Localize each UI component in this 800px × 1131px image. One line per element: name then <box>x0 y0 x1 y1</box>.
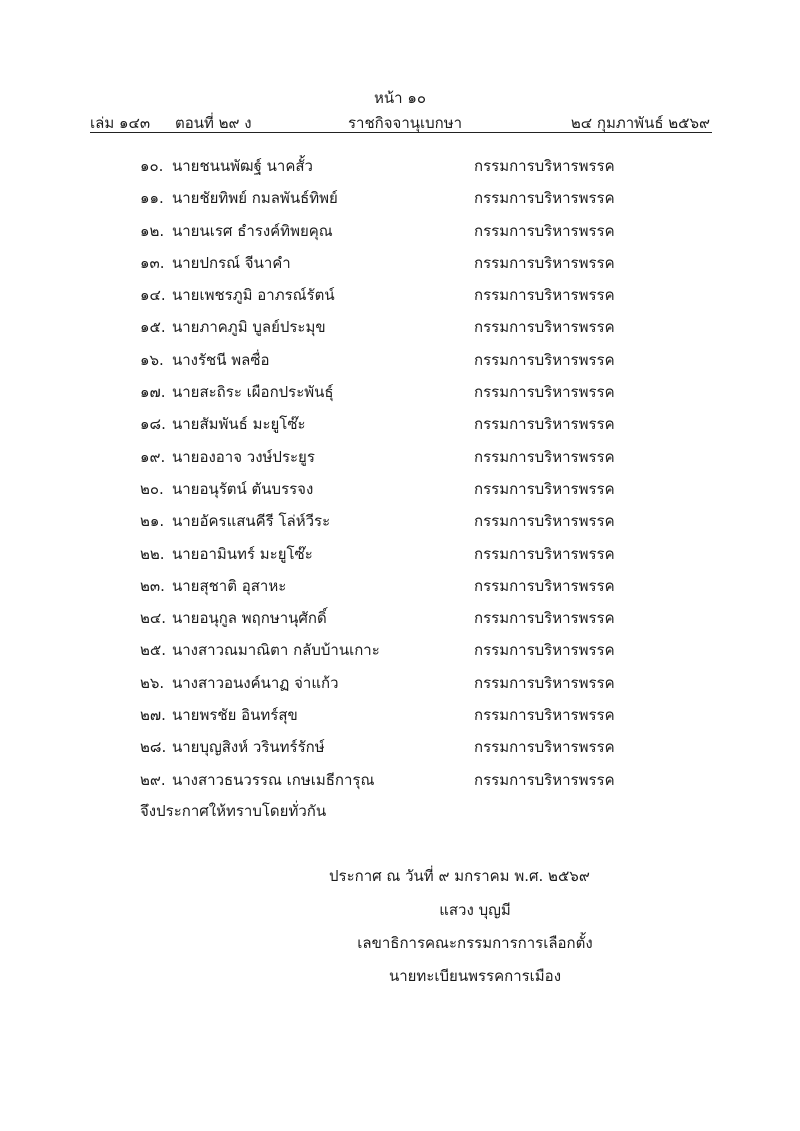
member-name: นายอามินทร์ มะยูโซ๊ะ <box>172 544 313 563</box>
member-number: ๑๒. <box>140 221 165 240</box>
header-rule <box>90 132 712 133</box>
member-role: กรรมการบริหารพรรค <box>474 673 615 692</box>
member-role: กรรมการบริหารพรรค <box>474 512 615 531</box>
member-number: ๑๖. <box>140 350 164 369</box>
member-role: กรรมการบริหารพรรค <box>474 318 615 337</box>
member-role: กรรมการบริหารพรรค <box>474 383 615 402</box>
member-number: ๒๙. <box>140 770 166 789</box>
list-item <box>140 477 620 509</box>
list-item <box>140 412 620 444</box>
gazette-title: ราชกิจจานุเบกษา <box>348 114 463 132</box>
member-name: นายอนุรัตน์ ตันบรรจง <box>172 479 314 498</box>
closing-statement: จึงประกาศให้ทราบโดยทั่วกัน <box>140 802 327 820</box>
list-item <box>140 638 620 670</box>
member-name: นายปกรณ์ จีนาคำ <box>172 253 291 272</box>
member-number: ๒๑. <box>140 512 165 531</box>
list-item <box>140 768 620 800</box>
member-role: กรรมการบริหารพรรค <box>474 415 615 434</box>
member-number: ๒๒. <box>140 544 165 563</box>
member-role: กรรมการบริหารพรรค <box>474 770 615 789</box>
list-item <box>140 154 620 186</box>
member-role: กรรมการบริหารพรรค <box>474 706 615 725</box>
signatory-title: เลขาธิการคณะกรรมการการเลือกตั้ง <box>357 934 593 952</box>
member-role: กรรมการบริหารพรรค <box>474 738 615 757</box>
member-name: นายอัครแสนคีรี โล่ห์วีระ <box>172 512 331 531</box>
member-name: นายอนุกูล พฤกษานุศักดิ์ <box>172 609 327 628</box>
list-item <box>140 735 620 767</box>
list-item <box>140 606 620 638</box>
member-role: กรรมการบริหารพรรค <box>474 609 615 628</box>
member-role: กรรมการบริหารพรรค <box>474 447 615 466</box>
member-name: นางสาวอนงค์นาฏ จ่าแก้ว <box>172 673 339 692</box>
member-role: กรรมการบริหารพรรค <box>474 157 615 175</box>
member-number: ๑๘. <box>140 415 166 434</box>
member-name: นายองอาจ วงษ์ประยูร <box>172 447 315 466</box>
list-item <box>140 671 620 703</box>
member-role: กรรมการบริหารพรรค <box>474 253 615 272</box>
list-item <box>140 219 620 251</box>
list-item <box>140 283 620 315</box>
member-role: กรรมการบริหารพรรค <box>474 286 615 305</box>
member-name: นายสะถิระ เผือกประพันธุ์ <box>172 383 334 402</box>
signatory-name: แสวง บุญมี <box>439 901 511 919</box>
member-name: นางรัชนี พลซื่อ <box>172 350 270 369</box>
member-role: กรรมการบริหารพรรค <box>474 479 615 498</box>
member-name: นายสัมพันธ์ มะยูโซ๊ะ <box>172 415 306 434</box>
member-number: ๒๐. <box>140 479 164 498</box>
member-number: ๒๗. <box>140 706 166 725</box>
signatory-role: นายทะเบียนพรรคการเมือง <box>388 967 562 985</box>
member-number: ๑๓. <box>140 253 165 272</box>
list-item <box>140 445 620 477</box>
issue-label: ตอนที่ ๒๙ ง <box>175 114 252 132</box>
member-number: ๑๙. <box>140 447 166 466</box>
member-name: นางสาวณมาณิตา กลับบ้านเกาะ <box>172 641 380 660</box>
member-number: ๒๕. <box>140 641 167 660</box>
member-name: นายภาคภูมิ บูลย์ประมุข <box>172 318 326 337</box>
member-role: กรรมการบริหารพรรค <box>474 544 615 563</box>
member-number: ๒๓. <box>140 576 165 595</box>
member-name: นางสาวธนวรรณ เกษเมธีการุณ <box>172 770 375 789</box>
list-item <box>140 542 620 574</box>
member-name: นายเพชรภูมิ อาภรณ์รัตน์ <box>172 286 335 305</box>
member-number: ๒๖. <box>140 673 165 692</box>
member-number: ๑๕. <box>140 318 166 337</box>
list-item <box>140 348 620 380</box>
member-number: ๒๔. <box>140 609 167 628</box>
member-number: ๒๘. <box>140 738 167 757</box>
member-role: กรรมการบริหารพรรค <box>474 576 615 595</box>
list-item <box>140 186 620 218</box>
list-item <box>140 380 620 412</box>
member-number: ๑๑. <box>140 189 164 208</box>
member-name: นายชัยทิพย์ กมลพันธ์ทิพย์ <box>172 189 338 208</box>
member-number: ๑๐. <box>140 157 164 175</box>
member-number: ๑๗. <box>140 383 166 402</box>
member-role: กรรมการบริหารพรรค <box>474 189 615 208</box>
list-item <box>140 509 620 541</box>
volume-label: เล่ม ๑๔๓ <box>90 114 151 132</box>
member-number: ๑๔. <box>140 286 166 305</box>
list-item <box>140 703 620 735</box>
member-role: กรรมการบริหารพรรค <box>474 641 615 660</box>
gazette-header <box>90 111 710 131</box>
member-list <box>140 154 620 800</box>
member-name: นายนเรศ ธำรงค์ทิพยคุณ <box>172 221 333 240</box>
member-role: กรรมการบริหารพรรค <box>474 221 615 240</box>
announcement-date: ประกาศ ณ วันที่ ๙ มกราคม พ.ศ. ๒๕๖๙ <box>329 867 590 885</box>
member-name: นายบุญสิงห์ วรินทร์รักษ์ <box>172 738 325 757</box>
page-number: หน้า ๑๐ <box>373 89 426 107</box>
gazette-date: ๒๔ กุมภาพันธ์ ๒๕๖๙ <box>570 114 710 132</box>
list-item <box>140 574 620 606</box>
member-name: นายพรชัย อินทร์สุข <box>172 706 298 725</box>
list-item <box>140 251 620 283</box>
member-name: นายชนนพัฒฐ์ นาคสั้ว <box>172 157 313 175</box>
list-item <box>140 315 620 347</box>
member-name: นายสุชาติ อุสาหะ <box>172 576 287 595</box>
member-role: กรรมการบริหารพรรค <box>474 350 615 369</box>
